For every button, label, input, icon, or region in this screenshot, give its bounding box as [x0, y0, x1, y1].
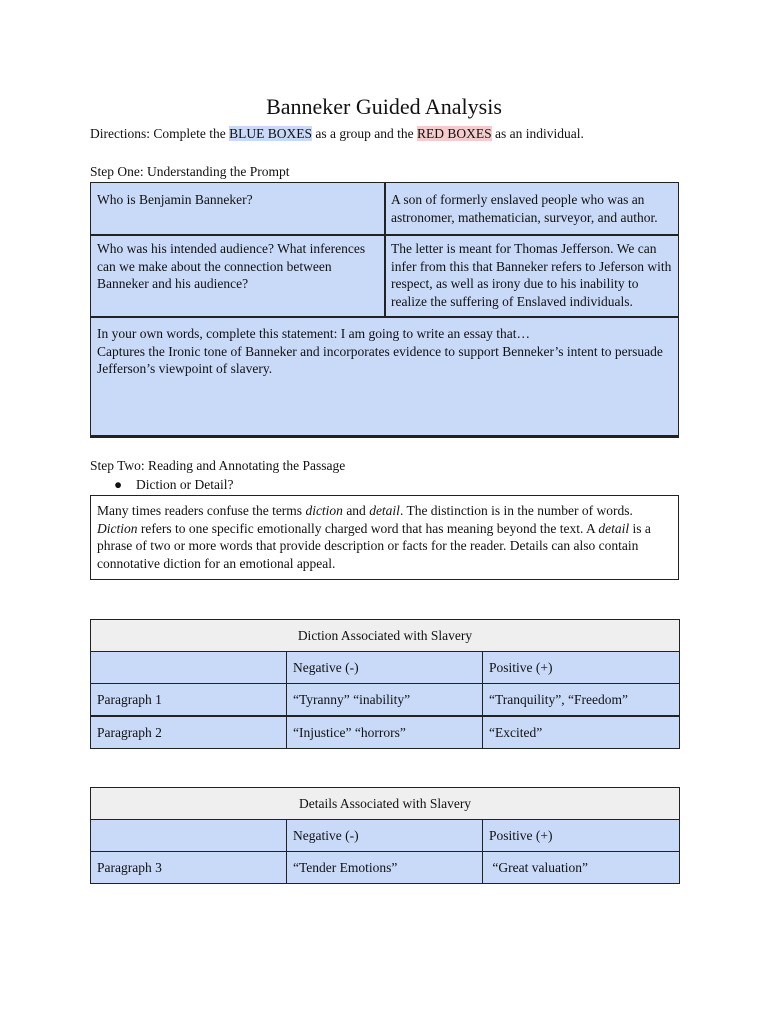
details-table — [90, 787, 680, 884]
statement-prompt: In your own words, complete this statement: I am going to write an essay that… — [97, 326, 531, 341]
term-detail: detail — [369, 503, 400, 518]
table-title: Diction Associated with Slavery — [91, 620, 680, 652]
table-cell: “Tender Emotions” — [287, 852, 483, 884]
directions-prefix: Directions: Complete the — [90, 126, 230, 141]
row-divider — [91, 316, 678, 318]
table-header-cell: Negative (-) — [287, 652, 483, 684]
table-cell: “Great valuation” — [483, 852, 680, 884]
step-one-box — [90, 182, 679, 438]
table-cell: “Tranquility”, “Freedom” — [483, 684, 680, 717]
question-intended-audience: Who was his intended audience? What inferences can we make about the connection between Banneker and his audience? — [97, 241, 366, 291]
term-diction: Diction — [97, 520, 138, 536]
step-one-heading: Step One: Understanding the Prompt — [90, 164, 290, 179]
column-divider — [384, 183, 386, 318]
table-title-row — [91, 620, 680, 652]
row-divider — [91, 435, 678, 437]
statement-answer: Captures the Ironic tone of Banneker and incorporates evidence to support Benneker’s intent to persuade Jefferson’s viewpoint of slavery. — [97, 343, 663, 376]
answer-intended-audience: The letter is meant for Thomas Jefferson. We can infer from this that Banneker refers to Jeferson with respect, as well as irony due to his inability to realize the suffering of Enslaved individuals. — [391, 241, 672, 309]
table-row — [91, 684, 680, 717]
essay-statement — [97, 325, 673, 378]
term-detail: detail — [598, 520, 630, 536]
table-header-cell — [91, 652, 287, 684]
info-text: refers to one specific emotionally charged word that has meaning beyond the text. A — [137, 520, 599, 536]
table-header-cell: Negative (-) — [287, 820, 483, 852]
table-cell: “Excited” — [483, 716, 680, 749]
step-two-heading: Step Two: Reading and Annotating the Passage — [90, 458, 346, 473]
row-divider — [91, 234, 678, 236]
directions — [90, 124, 584, 144]
directions-middle: as a group and the — [311, 126, 417, 141]
red-boxes-highlight: RED BOXES — [416, 126, 492, 141]
bullet-item — [114, 475, 233, 495]
table-header-row — [91, 820, 680, 852]
bullet-text: Diction or Detail? — [136, 477, 234, 492]
question-who-is-banneker: Who is Benjamin Banneker? — [97, 192, 253, 207]
table-cell: “Injustice” “horrors” — [287, 716, 483, 749]
info-text: Many times readers confuse the terms — [97, 503, 306, 518]
blue-boxes-highlight: BLUE BOXES — [229, 126, 312, 141]
directions-suffix: as an individual. — [491, 126, 584, 141]
table-cell: Paragraph 3 — [91, 852, 287, 884]
table-cell: Paragraph 1 — [91, 684, 287, 717]
info-text: . The distinction is in the number of words. — [399, 503, 633, 518]
table-header-cell: Positive (+) — [483, 820, 680, 852]
diction-detail-explanation — [90, 495, 679, 580]
table-header-row — [91, 652, 680, 684]
bullet-icon: ● — [114, 477, 123, 492]
table-title: Details Associated with Slavery — [91, 788, 680, 820]
table-row — [91, 716, 680, 749]
table-row — [91, 852, 680, 884]
table-title-row — [91, 788, 680, 820]
page-title: Banneker Guided Analysis — [266, 94, 502, 119]
table-header-cell — [91, 820, 287, 852]
diction-table — [90, 619, 680, 749]
info-text: and — [342, 503, 370, 518]
table-header-cell: Positive (+) — [483, 652, 680, 684]
table-cell: Paragraph 2 — [91, 716, 287, 749]
term-diction: diction — [305, 503, 343, 518]
info-text: is a phrase of two or more words that provide description or facts for the reader. Details can also contain connotative diction for an emotional appeal. — [97, 520, 651, 571]
answer-who-is-banneker: A son of formerly enslaved people who was an astronomer, mathematician, surveyor, and author. — [391, 192, 658, 225]
table-cell: “Tyranny” “inability” — [287, 684, 483, 717]
